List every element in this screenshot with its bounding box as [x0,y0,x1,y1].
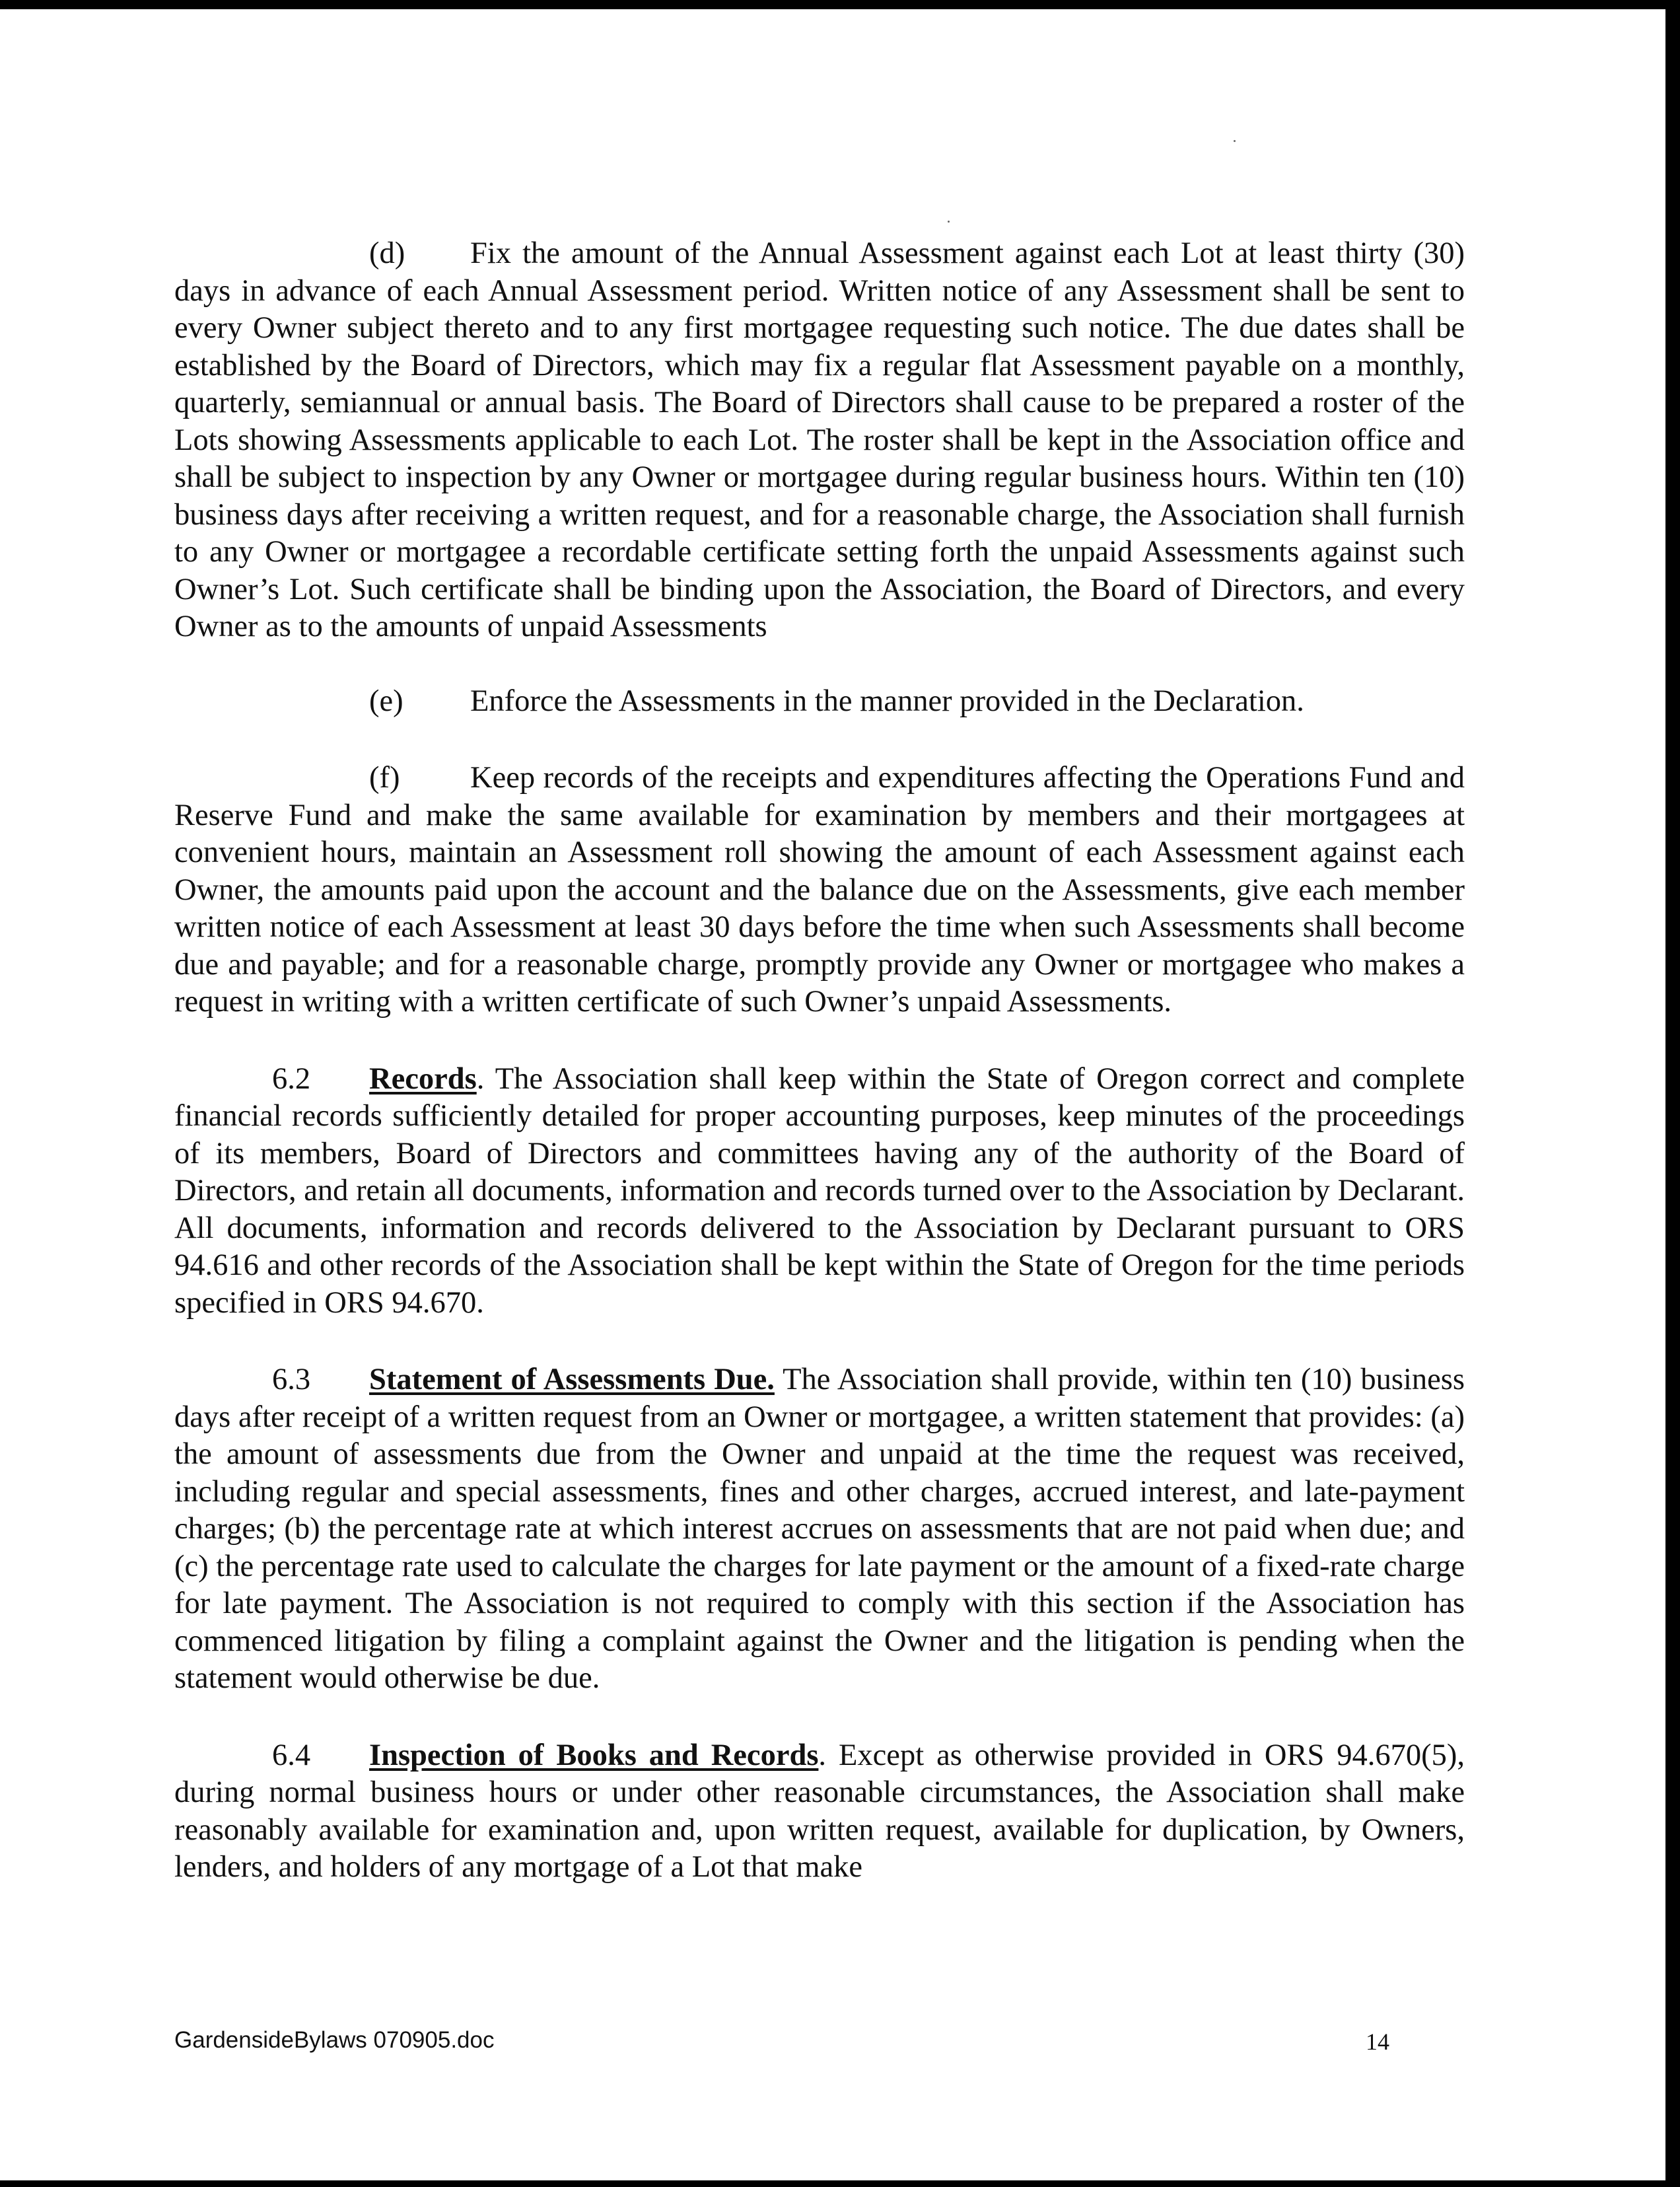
subparagraph-label: (f) [369,761,400,795]
footer-page-number: 14 [1366,2028,1389,2055]
scan-speck [1234,140,1236,142]
section-heading: Records [369,1061,477,1096]
section-heading-punct: . [476,1061,485,1096]
section-heading: Inspection of Books and Records [369,1738,819,1772]
subparagraph-d [174,235,1465,646]
section-text: The Association shall keep within the State of Oregon correct and complete financial records sufficiently detailed for proper accounting purposes, keep minutes of the proceedings of its members, Board of Directors and committees having any of the authority of the Board of Directors, and retain all documents, information and records turned over to the Association by Declarant. All documents, information and records delivered to the Association by Declarant pursuant to ORS 94.616 and other records of the Association shall be kept within the State of Oregon for the time periods specified in ORS 94.670. [174,1061,1465,1320]
section-number: 6.3 [272,1363,311,1396]
section-number: 6.4 [272,1738,311,1772]
subparagraph-label: (e) [369,684,403,718]
document-body [174,235,1465,1886]
subparagraph-text: Keep records of the receipts and expenditures affecting the Operations Fund and Reserve Fund and make the same available for examination by members and their mortgagees at convenient hours, maintain an Assessment roll showing the amount of each Assessment against each Owner, the amounts paid upon the account and the balance due on the Assessments, give each member written notice of each Assessment at least 30 days before the time when such Assessments shall become due and payable; and for a reasonable charge, promptly provide any Owner or mortgagee who makes a request in writing with a written certificate of such Owner’s unpaid Assessments. [174,761,1465,1019]
subparagraph-text: Enforce the Assessments in the manner provided in the Declaration. [470,684,1304,718]
section-heading: Statement of Assessments Due. [369,1363,775,1396]
section-heading-punct: . [818,1738,827,1772]
subparagraph-f [174,760,1465,1021]
subparagraph-label: (d) [369,236,405,270]
scan-speck [948,221,950,223]
section-number: 6.2 [272,1061,311,1096]
scan-edge-top [0,0,1680,9]
subparagraph-e [174,683,1465,721]
section-6-3 [174,1361,1465,1698]
section-text: The Association shall provide, within ten (10) business days after receipt of a written request from an Owner or mortgagee, a written statement that provides: (a) the amount of assessments due from the Owner and unpaid at the time the request was received, including regular and special assessments, fines and other charges, accrued interest, and late-payment charges; (b) the percentage rate at which interest accrues on assessments that are not paid when due; and (c) the percentage rate used to calculate the charges for late payment or the amount of a fixed-rate charge for late payment. The Association is not required to comply with this section if the Association has commenced litigation by filing a complaint against the Owner and the litigation is pending when the statement would otherwise be due. [174,1363,1465,1695]
subparagraph-text: Fix the amount of the Annual Assessment against each Lot at least thirty (30) days in advance of each Annual Assessment period. Written notice of any Assessment shall be sent to every Owner subject thereto and to any first mortgagee requesting such notice. The due dates shall be established by the Board of Directors, which may fix a regular flat Assessment payable on a monthly, quarterly, semiannual or annual basis. The Board of Directors shall cause to be prepared a roster of the Lots showing Assessments applicable to each Lot. The roster shall be kept in the Association office and shall be subject to inspection by any Owner or mortgagee during regular business hours. Within ten (10) business days after receiving a written request, and for a reasonable charge, the Association shall furnish to any Owner or mortgagee a recordable certificate setting forth the unpaid Assessments against such Owner’s Lot. Such certificate shall be binding upon the Association, the Board of Directors, and every Owner as to the amounts of unpaid Assessments [174,236,1465,643]
scan-edge-bottom [0,2180,1680,2187]
scan-edge-right [1665,0,1680,2187]
footer-filename: GardensideBylaws 070905.doc [174,2027,495,2053]
section-6-4 [174,1737,1465,1886]
section-text: Except as otherwise provided in ORS 94.670(5), during normal business hours or under other reasonable circumstances, the Association shall make reasonably available for examination and, upon written request, available for duplication, by Owners, lenders, and holders of any mortgage of a Lot that make [174,1738,1465,1884]
section-6-2 [174,1061,1465,1322]
